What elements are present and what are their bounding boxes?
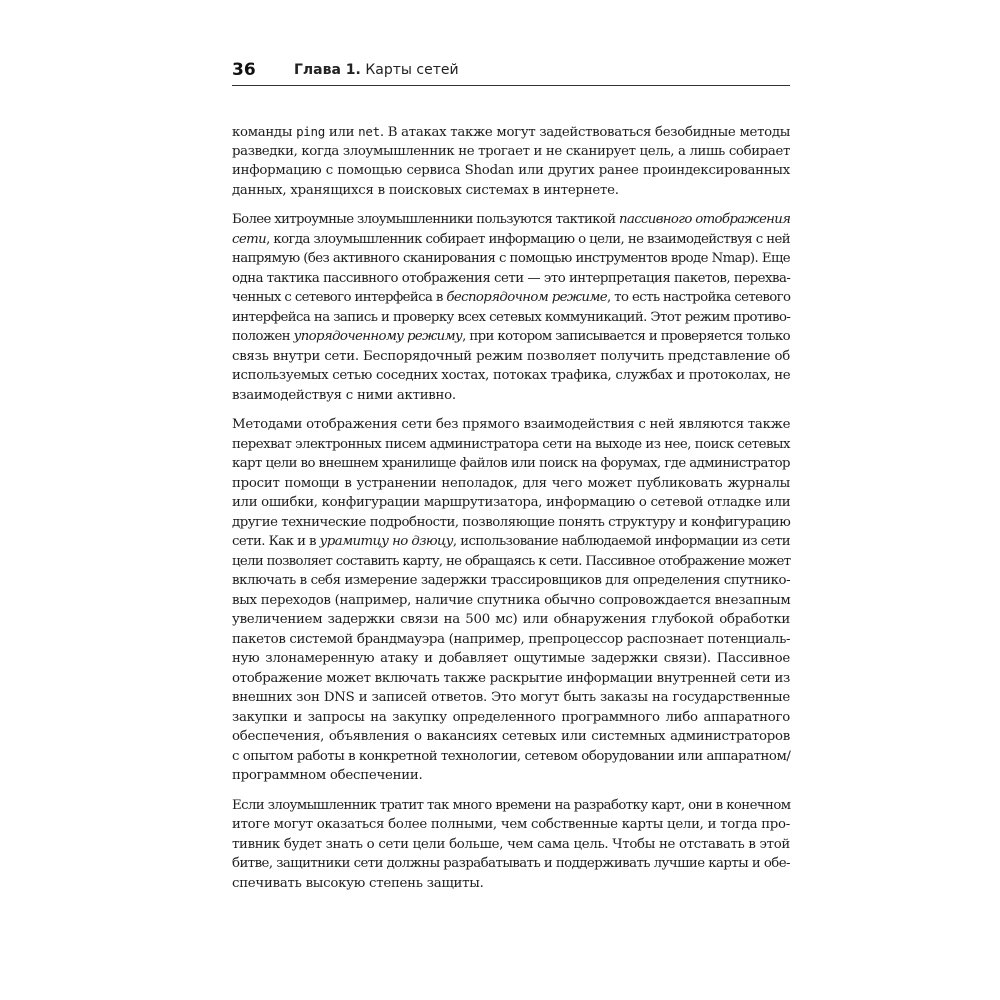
text-line <box>232 766 790 786</box>
text-run: , когда злоумышленник собирает информацию о цели, не взаимодействуя с ней <box>266 231 791 247</box>
text-line <box>232 532 790 552</box>
text-run: Методами отображения сети без прямого взаимодействия с ней являются также <box>232 417 791 432</box>
text-run: или <box>324 125 359 140</box>
text-line <box>232 874 790 894</box>
text-run: цели позволяет составить карту, не обращаясь к сети. Пассивное отображение может <box>232 553 791 569</box>
text-run: используемых сетью соседних хостах, потоках трафика, службах и протоколах, не <box>232 368 791 383</box>
text-line <box>232 610 790 630</box>
text-line <box>232 415 790 435</box>
text-run: информацию с помощью сервиса Shodan или других ранее проиндексированных <box>232 163 790 178</box>
text-line <box>232 854 790 874</box>
text-line <box>232 142 790 162</box>
text-line <box>232 552 790 572</box>
text-line <box>232 747 790 767</box>
text-run: вых переходов (например, наличие спутника обычно сопровождается внезапным <box>232 592 791 608</box>
text-run: сети. Как и в <box>232 534 320 549</box>
text-run: связь внутри сети. Беспорядочный режим позволяет получить представление об <box>232 348 790 364</box>
paragraph <box>232 210 790 405</box>
text-run: отображение может включать также раскрытие информации внутренней сети из <box>232 670 790 686</box>
text-run: пакетов системой брандмауэра (например, препроцессор распознает потенциаль- <box>232 631 791 647</box>
text-line <box>232 181 790 201</box>
text-run: программном обеспечении. <box>232 768 423 783</box>
text-line <box>232 454 790 474</box>
text-run: интерфейса на запись и проверку всех сетевых коммуникаций. Этот режим противо- <box>232 309 791 325</box>
text-run: с опытом работы в конкретной технологии, сетевом оборудовании или аппаратном/ <box>232 748 791 764</box>
text-line <box>232 386 790 406</box>
text-line <box>232 727 790 747</box>
text-line <box>232 513 790 533</box>
text-line <box>232 571 790 591</box>
text-run: . В атаках также могут задействоваться безобидные методы <box>379 125 790 140</box>
text-run: Если злоумышленник тратит так много времени на разработку карт, они в конечном <box>232 797 791 813</box>
code-term: ping <box>296 124 325 139</box>
text-run: , то есть настройка сетевого <box>607 290 791 305</box>
text-line <box>232 669 790 689</box>
text-line <box>232 796 790 816</box>
text-run: спечивать высокую степень защиты. <box>232 875 484 891</box>
text-run: закупки и запросы на закупку определенного программного либо аппаратного <box>232 709 790 725</box>
text-run: взаимодействуя с ними активно. <box>232 387 456 403</box>
text-run: одна тактика пассивного отображения сети — это интерпретация пакетов, перехва- <box>232 270 791 286</box>
text-run: внешних зон DNS и записей ответов. Это могут быть заказы на государственные <box>232 690 790 705</box>
text-line <box>232 308 790 328</box>
text-line <box>232 493 790 513</box>
text-line <box>232 630 790 650</box>
text-run: просит помощи в устранении неполадок, для чего может публиковать журналы <box>232 475 790 491</box>
italic-term: упорядоченному режиму <box>293 329 463 344</box>
text-run: тивник будет знать о сети цели больше, чем сама цель. Чтобы не отставать в этой <box>232 836 790 852</box>
text-line <box>232 435 790 455</box>
text-line <box>232 269 790 289</box>
text-run: другие технические подробности, позволяющие понять структуру и конфигурацию <box>232 514 791 530</box>
text-run: итоге могут оказаться более полными, чем собственные карты цели, и тогда про- <box>232 817 790 832</box>
text-run: , при котором записывается и проверяется только <box>462 329 790 344</box>
text-run: или ошибки, конфигурации маршрутизатора, информацию о сетевой отладке или <box>232 495 791 510</box>
text-line <box>232 210 790 230</box>
text-run: увеличением задержки связи на 500 мс) или обнаружения глубокой обработки <box>232 612 790 627</box>
text-run: разведки, когда злоумышленник не трогает и не сканирует цель, а лишь собирает <box>232 143 790 159</box>
text-run: положен <box>232 329 294 344</box>
text-run: , использование наблюдаемой информации из сети <box>452 534 790 549</box>
chapter-heading <box>294 62 459 78</box>
text-run: Более хитроумные злоумышленники пользуются тактикой <box>232 212 620 227</box>
text-run: напрямую (без активного сканирования с помощью инструментов вроде Nmap). Еще <box>232 251 790 266</box>
text-run: данных, хранящихся в поисковых системах в интернете. <box>232 182 619 198</box>
header-rule <box>232 85 790 86</box>
text-line <box>232 688 790 708</box>
chapter-label: Глава 1. <box>294 62 361 78</box>
text-run: ную злонамеренную атаку и добавляет ощутимые задержки связи). Пассивное <box>232 651 790 666</box>
text-line <box>232 815 790 835</box>
text-line <box>232 122 790 142</box>
text-run: ченных с сетевого интерфейса в <box>232 290 447 305</box>
italic-term: сети <box>232 231 267 247</box>
paragraph <box>232 122 790 200</box>
text-run: включать в себя измерение задержки трассировщиков для определения спутнико- <box>232 573 791 588</box>
text-line <box>232 474 790 494</box>
body-text <box>232 122 790 893</box>
text-line <box>232 288 790 308</box>
italic-term: урамитцу но дзюцу <box>319 534 453 549</box>
page-number: 36 <box>232 60 256 80</box>
paragraph <box>232 796 790 894</box>
text-run: битве, защитники сети должны разрабатывать и поддерживать лучшие карты и обе- <box>232 856 790 871</box>
text-line <box>232 591 790 611</box>
code-term: net <box>358 124 380 139</box>
text-line <box>232 230 790 250</box>
text-line <box>232 366 790 386</box>
italic-term: пассивного отображения <box>619 212 791 227</box>
text-line <box>232 347 790 367</box>
text-line <box>232 161 790 181</box>
italic-term: беспорядочном режиме <box>446 290 608 305</box>
text-run: карт цели во внешнем хранилище файлов или поиск на форумах, где администратор <box>232 456 790 471</box>
text-line <box>232 249 790 269</box>
chapter-title: Карты сетей <box>365 62 459 78</box>
text-run: перехват электронных писем администратора сети на выходе из нее, поиск сетевых <box>232 436 790 452</box>
text-line <box>232 649 790 669</box>
text-run: обеспечения, объявления о вакансиях сетевых или системных администраторов <box>232 729 790 744</box>
text-run: команды <box>232 125 297 140</box>
text-line <box>232 835 790 855</box>
paragraph <box>232 415 790 786</box>
running-header <box>232 60 790 84</box>
text-line <box>232 708 790 728</box>
text-line <box>232 327 790 347</box>
